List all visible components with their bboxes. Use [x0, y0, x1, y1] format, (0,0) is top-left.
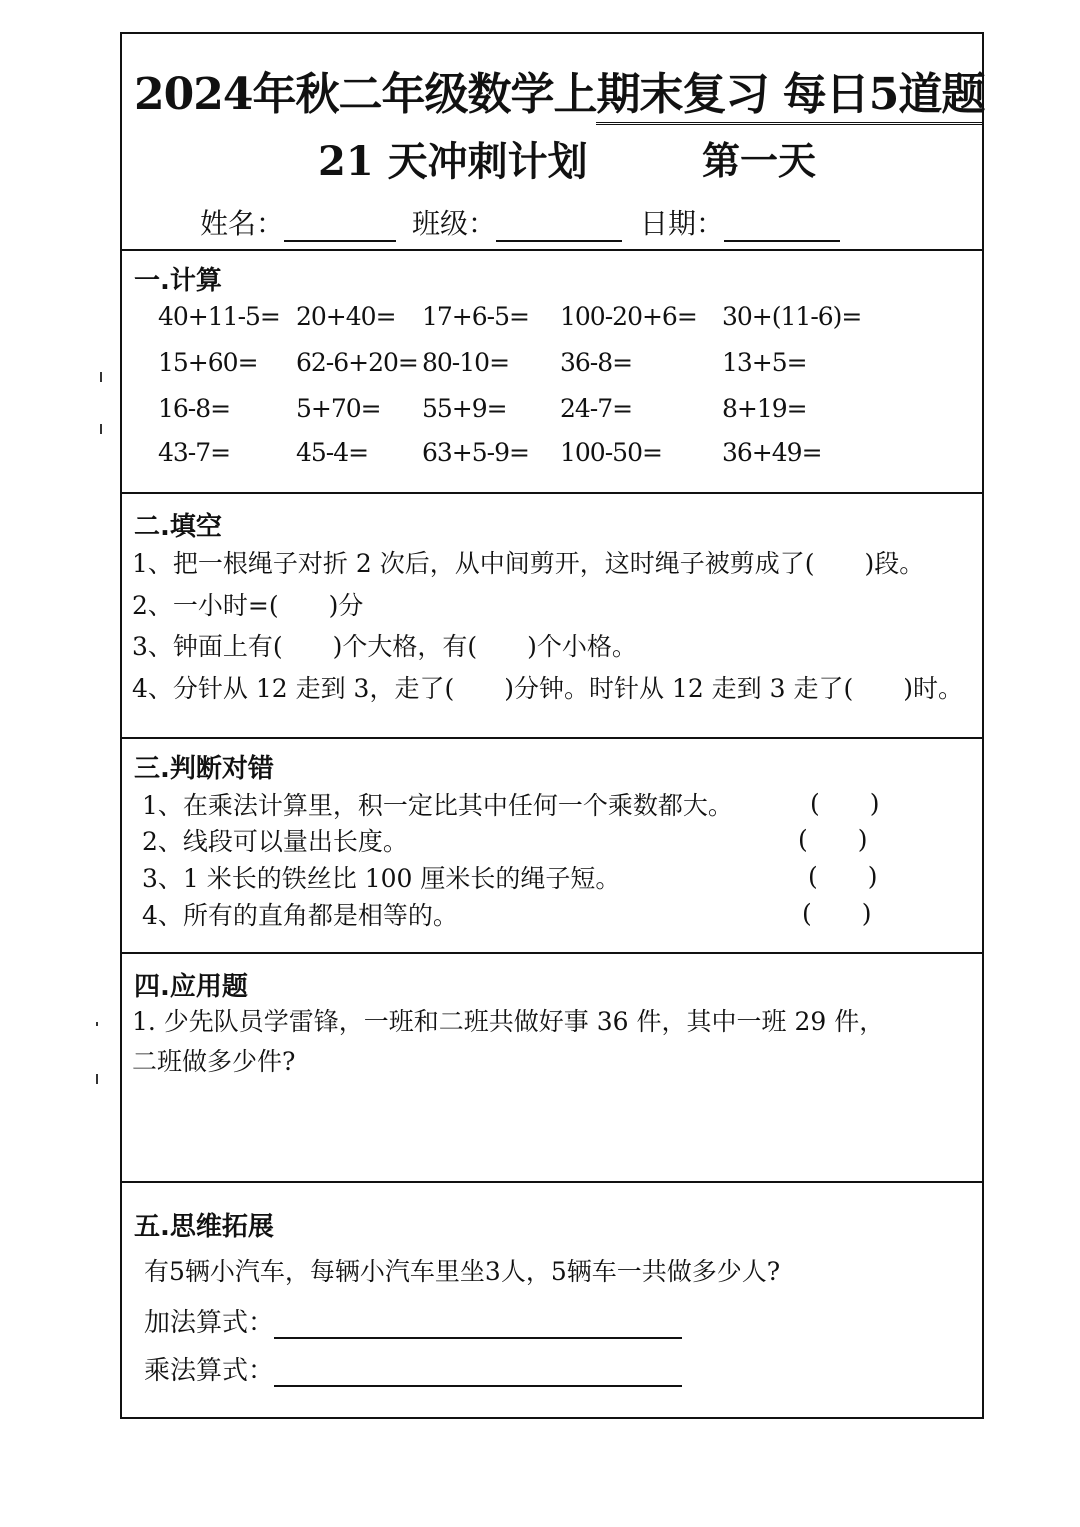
addition-answer-line[interactable] — [274, 1315, 682, 1339]
name-label: 姓名： — [200, 207, 285, 240]
calc-expression: 100-50= — [560, 438, 662, 467]
day-label: 第一天 — [702, 138, 817, 183]
fill-item: 4、分针从 12 走到 3，走了( )分钟。时针从 12 走到 3 走了( )时。 — [132, 674, 963, 703]
date-field — [640, 202, 840, 242]
name-blank[interactable] — [284, 218, 396, 242]
divider — [122, 249, 982, 251]
section-title-true-false: 三.判断对错 — [134, 754, 274, 784]
fill-item: 1、把一根绳子对折 2 次后，从中间剪开，这时绳子被剪成了( )段。 — [132, 549, 925, 578]
class-blank[interactable] — [496, 218, 622, 242]
class-label: 班级： — [412, 207, 497, 240]
calc-expression: 36-8= — [560, 348, 633, 377]
calc-expression: 36+49= — [722, 438, 822, 467]
calc-expression: 20+40= — [296, 302, 396, 331]
calc-expression: 17+6-5= — [422, 302, 529, 331]
title-part2: 期末复习 每日5道题 — [596, 69, 984, 125]
judge-item: 1、在乘法计算里，积一定比其中任何一个乘数都大。 — [142, 791, 733, 820]
word-problem-line: 1. 少先队员学雷锋，一班和二班共做好事 36 件，其中一班 29 件， — [132, 1007, 885, 1036]
divider — [122, 952, 982, 954]
judge-answer-box[interactable]: ( ) — [808, 862, 878, 891]
section-title-thinking: 五.思维拓展 — [134, 1212, 274, 1242]
multiplication-field — [144, 1350, 682, 1387]
calc-expression: 43-7= — [158, 438, 231, 467]
calc-expression: 80-10= — [422, 348, 510, 377]
addition-label: 加法算式： — [144, 1308, 275, 1338]
calc-expression: 40+11-5= — [158, 302, 280, 331]
section-title-fill-blank: 二.填空 — [134, 512, 222, 542]
fill-item: 3、钟面上有( )个大格，有( )个小格。 — [132, 632, 637, 661]
calc-expression: 16-8= — [158, 394, 231, 423]
judge-answer-box[interactable]: ( ) — [802, 899, 872, 928]
judge-answer-box[interactable]: ( ) — [810, 789, 880, 818]
calc-expression: 13+5= — [722, 348, 807, 377]
section-title-calculation: 一.计算 — [134, 266, 222, 296]
judge-item: 2、线段可以量出长度。 — [142, 827, 408, 856]
word-problem-line: 二班做多少件? — [132, 1047, 296, 1076]
date-label: 日期： — [640, 207, 725, 240]
calc-expression: 45-4= — [296, 438, 369, 467]
worksheet-title — [134, 58, 984, 122]
calc-expression: 24-7= — [560, 394, 633, 423]
margin-mark — [100, 424, 102, 434]
margin-mark — [96, 1022, 98, 1026]
thinking-question: 有5辆小汽车，每辆小汽车里坐3人，5辆车一共做多少人? — [144, 1257, 781, 1286]
judge-answer-box[interactable]: ( ) — [798, 825, 868, 854]
plan-title: 21 天冲刺计划 — [318, 138, 588, 185]
name-field — [200, 202, 396, 242]
calc-expression: 30+(11-6)= — [722, 302, 862, 331]
divider — [122, 737, 982, 739]
calc-expression: 8+19= — [722, 394, 807, 423]
multiplication-answer-line[interactable] — [274, 1363, 682, 1387]
date-blank[interactable] — [724, 218, 840, 242]
judge-item: 4、所有的直角都是相等的。 — [142, 901, 458, 930]
margin-mark — [96, 1074, 98, 1084]
calc-expression: 15+60= — [158, 348, 258, 377]
multiplication-label: 乘法算式： — [144, 1356, 275, 1386]
divider — [122, 1181, 982, 1183]
section-title-word-problem: 四.应用题 — [134, 972, 248, 1002]
worksheet — [120, 32, 984, 1419]
class-field — [412, 202, 622, 242]
margin-mark — [100, 372, 102, 382]
calc-expression: 63+5-9= — [422, 438, 529, 467]
divider — [122, 492, 982, 494]
title-part1: 2024年秋二年级数学上 — [134, 69, 597, 120]
calc-expression: 55+9= — [422, 394, 507, 423]
addition-field — [144, 1302, 682, 1339]
fill-item: 2、一小时=( )分 — [132, 591, 364, 620]
judge-item: 3、1 米长的铁丝比 100 厘米长的绳子短。 — [142, 864, 621, 893]
calc-expression: 5+70= — [296, 394, 381, 423]
calc-expression: 62-6+20= — [296, 348, 418, 377]
calc-expression: 100-20+6= — [560, 302, 697, 331]
